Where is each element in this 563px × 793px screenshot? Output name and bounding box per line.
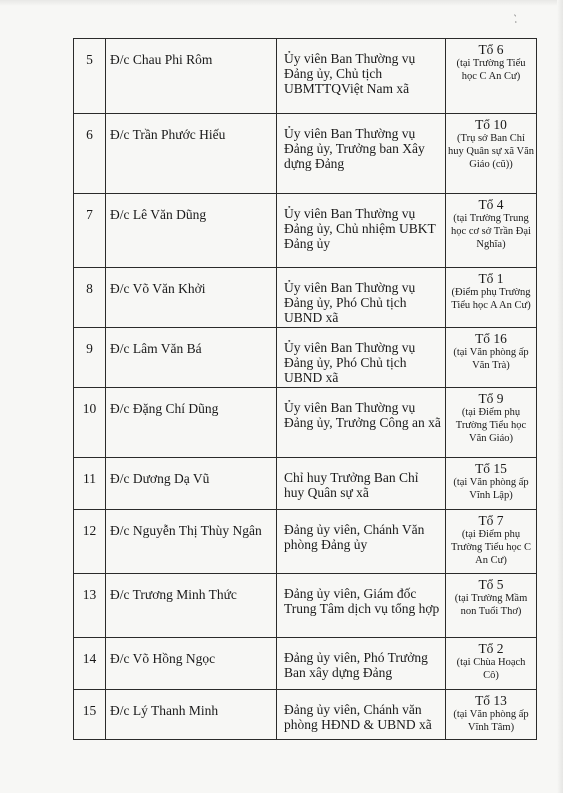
row-number: 10 (74, 388, 106, 458)
row-number: 6 (74, 114, 106, 194)
member-name: Đ/c Lâm Văn Bá (106, 328, 277, 388)
member-name: Đ/c Lê Văn Dũng (106, 194, 277, 268)
group-cell (446, 114, 537, 194)
group-name: Tổ 5 (478, 577, 504, 592)
table-row (74, 638, 537, 690)
table-row (74, 574, 537, 638)
row-number: 7 (74, 194, 106, 268)
group-name: Tổ 2 (478, 641, 504, 656)
group-name: Tổ 7 (478, 513, 504, 528)
group-location: (Điểm phụ Trường Tiểu học A An Cư) (451, 287, 531, 311)
row-number: 13 (74, 574, 106, 638)
member-name: Đ/c Trần Phước Hiếu (106, 114, 277, 194)
group-cell (446, 39, 537, 114)
row-number: 15 (74, 690, 106, 740)
group-location: (tại Điểm phụ Trường Tiểu học Văn Giáo) (455, 407, 527, 444)
group-location: (tại Văn phòng ấp Vĩnh Tâm) (453, 709, 529, 733)
page-edge (557, 0, 563, 793)
table-row (74, 194, 537, 268)
group-name: Tổ 9 (478, 391, 504, 406)
table-row (74, 510, 537, 574)
member-role: Ủy viên Ban Thường vụ Đảng ủy, Chủ nhiệm UBKT Đảng ủy (277, 194, 446, 268)
scan-mark: `. (510, 13, 520, 26)
group-location: (Trụ sở Ban Chỉ huy Quân sự xã Văn Giáo (cũ)) (448, 133, 534, 170)
member-role: Ủy viên Ban Thường vụ Đảng ủy, Chủ tịch UBMTTQViệt Nam xã (277, 39, 446, 114)
member-name: Đ/c Đặng Chí Dũng (106, 388, 277, 458)
table-row (74, 268, 537, 328)
group-name: Tổ 16 (475, 331, 507, 346)
member-name: Đ/c Trương Minh Thức (106, 574, 277, 638)
member-role: Ủy viên Ban Thường vụ Đảng ủy, Trưởng ban Xây dựng Đảng (277, 114, 446, 194)
group-location: (tại Trường Mầm non Tuổi Thơ) (454, 593, 528, 617)
row-number: 12 (74, 510, 106, 574)
group-name: Tổ 6 (478, 42, 504, 57)
group-name: Tổ 1 (478, 271, 504, 286)
group-location: (tại Văn phòng ấp Vĩnh Lập) (453, 477, 529, 501)
member-name: Đ/c Dương Dạ Vũ (106, 458, 277, 510)
row-number: 14 (74, 638, 106, 690)
row-number: 11 (74, 458, 106, 510)
group-cell (446, 388, 537, 458)
group-cell (446, 458, 537, 510)
member-role: Chỉ huy Trưởng Ban Chỉ huy Quân sự xã (277, 458, 446, 510)
group-cell (446, 574, 537, 638)
group-name: Tổ 4 (478, 197, 504, 212)
group-cell (446, 510, 537, 574)
assignment-table-body (74, 39, 537, 740)
group-name: Tổ 13 (475, 693, 507, 708)
group-location: (tại Trường Tiểu học C An Cư) (456, 58, 526, 82)
assignment-table (73, 38, 537, 740)
group-cell (446, 638, 537, 690)
group-name: Tổ 15 (475, 461, 507, 476)
group-location: (tại Văn phòng ấp Văn Trà) (453, 347, 529, 371)
member-role: Ủy viên Ban Thường vụ Đảng ủy, Trưởng Công an xã (277, 388, 446, 458)
member-role: Đảng ủy viên, Chánh Văn phòng Đảng ủy (277, 510, 446, 574)
member-name: Đ/c Võ Hồng Ngọc (106, 638, 277, 690)
group-location: (tại Trường Trung học cơ sở Trần Đại Nghĩa) (451, 213, 531, 250)
member-role: Đảng ủy viên, Giám đốc Trung Tâm dịch vụ tổng hợp (277, 574, 446, 638)
member-role: Đảng ủy viên, Phó Trưởng Ban xây dựng Đảng (277, 638, 446, 690)
member-role: Ủy viên Ban Thường vụ Đảng ủy, Phó Chủ tịch UBND xã (277, 328, 446, 388)
member-role: Ủy viên Ban Thường vụ Đảng ủy, Phó Chủ tịch UBND xã (277, 268, 446, 328)
row-number: 9 (74, 328, 106, 388)
table-row (74, 39, 537, 114)
group-cell (446, 268, 537, 328)
group-cell (446, 194, 537, 268)
row-number: 8 (74, 268, 106, 328)
member-name: Đ/c Chau Phi Rôm (106, 39, 277, 114)
member-role: Đảng ủy viên, Chánh văn phòng HĐND & UBND xã (277, 690, 446, 740)
member-name: Đ/c Nguyễn Thị Thùy Ngân (106, 510, 277, 574)
member-name: Đ/c Lý Thanh Minh (106, 690, 277, 740)
group-name: Tổ 10 (475, 117, 507, 132)
table-row (74, 388, 537, 458)
row-number: 5 (74, 39, 106, 114)
page-edge (0, 0, 563, 6)
table-row (74, 328, 537, 388)
group-cell (446, 690, 537, 740)
group-cell (446, 328, 537, 388)
group-location: (tại Chùa Hoạch Cô) (456, 657, 526, 681)
table-row (74, 458, 537, 510)
member-name: Đ/c Võ Văn Khởi (106, 268, 277, 328)
group-location: (tại Điểm phụ Trường Tiểu học C An Cư) (450, 529, 531, 566)
table-row (74, 690, 537, 740)
table-row (74, 114, 537, 194)
